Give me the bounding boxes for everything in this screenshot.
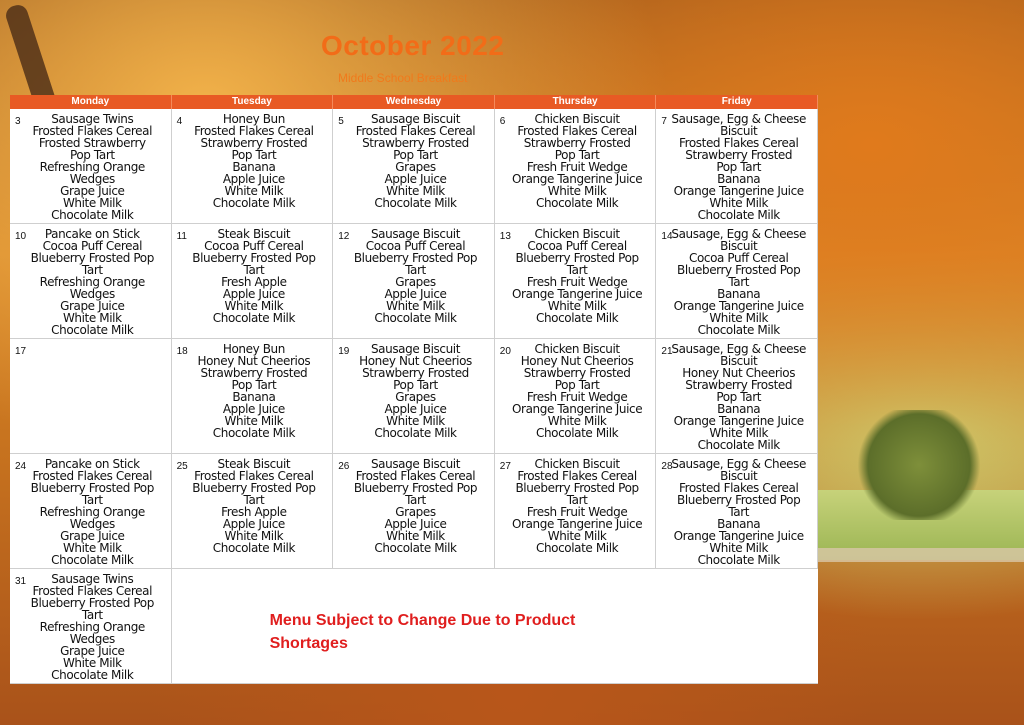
day-cell bbox=[333, 454, 495, 569]
menu-item-list bbox=[333, 228, 494, 324]
menu-item: Wedges bbox=[69, 172, 115, 186]
menu-item: Biscuit bbox=[720, 469, 758, 483]
menu-item: Wedges bbox=[69, 517, 115, 531]
menu-item: Banana bbox=[717, 402, 761, 416]
menu-item: White Milk bbox=[62, 656, 122, 670]
menu-item: Chicken Biscuit bbox=[534, 227, 620, 241]
day-cell bbox=[333, 109, 495, 224]
menu-item: Fresh Fruit Wedge bbox=[526, 160, 628, 174]
day-cell bbox=[656, 224, 818, 339]
menu-item: Strawberry Frosted bbox=[685, 148, 793, 162]
menu-item: Chocolate Milk bbox=[212, 426, 295, 440]
menu-item: Wedges bbox=[69, 632, 115, 646]
day-number: 11 bbox=[176, 231, 187, 242]
menu-item: Blueberry Frosted Pop bbox=[353, 481, 478, 495]
day-cell bbox=[10, 454, 172, 569]
menu-item: White Milk bbox=[386, 529, 445, 543]
menu-item: Pop Tart bbox=[231, 378, 277, 392]
header-monday: Monday bbox=[10, 95, 172, 109]
header-tuesday: Tuesday bbox=[172, 95, 334, 109]
menu-item: Strawberry Frosted bbox=[523, 366, 631, 380]
day-number: 20 bbox=[499, 346, 511, 357]
day-cell bbox=[495, 224, 657, 339]
menu-item: Blueberry Frosted Pop bbox=[30, 596, 154, 610]
notice-cell bbox=[172, 569, 818, 684]
menu-item-list bbox=[656, 228, 817, 336]
menu-item-list bbox=[10, 228, 171, 336]
day-cell bbox=[333, 224, 495, 339]
menu-item: Pop Tart bbox=[554, 148, 600, 162]
menu-item: Pop Tart bbox=[554, 378, 600, 392]
menu-item: White Milk bbox=[224, 184, 284, 198]
day-cell bbox=[656, 109, 818, 224]
day-number: 17 bbox=[15, 346, 27, 357]
menu-item: Chocolate Milk bbox=[697, 553, 780, 567]
menu-item: Grape Juice bbox=[60, 529, 125, 543]
day-cell bbox=[495, 109, 657, 224]
menu-item: Grapes bbox=[395, 275, 436, 289]
menu-item: White Milk bbox=[386, 299, 445, 313]
menu-item: Refreshing Orange bbox=[39, 620, 145, 634]
menu-item: Apple Juice bbox=[384, 172, 447, 186]
menu-item: Blueberry Frosted Pop bbox=[30, 251, 154, 265]
menu-item: Banana bbox=[717, 172, 761, 186]
menu-item: Sausage Biscuit bbox=[370, 457, 461, 471]
menu-item: Pop Tart bbox=[69, 148, 115, 162]
menu-change-notice: Menu Subject to Change Due to Product Shortages bbox=[269, 612, 576, 652]
menu-item: Banana bbox=[717, 287, 761, 301]
day-number: 31 bbox=[15, 576, 27, 587]
menu-item: Biscuit bbox=[720, 124, 758, 138]
menu-item: Blueberry Frosted Pop bbox=[515, 481, 639, 495]
menu-item-list bbox=[333, 343, 494, 439]
menu-calendar bbox=[10, 95, 818, 684]
menu-item: White Milk bbox=[709, 541, 769, 555]
menu-item: Chocolate Milk bbox=[535, 196, 619, 210]
menu-item: Apple Juice bbox=[222, 287, 285, 301]
day-number: 3 bbox=[15, 116, 21, 127]
menu-item: Refreshing Orange bbox=[39, 160, 145, 174]
day-number: 14 bbox=[661, 231, 673, 242]
menu-item: Strawberry Frosted bbox=[362, 136, 469, 150]
menu-item: Sausage Biscuit bbox=[370, 227, 461, 241]
menu-item: Fresh Fruit Wedge bbox=[526, 275, 628, 289]
menu-item: Chicken Biscuit bbox=[534, 112, 620, 126]
menu-item: White Milk bbox=[62, 311, 122, 325]
menu-item: Grape Juice bbox=[60, 644, 125, 658]
menu-item: Steak Biscuit bbox=[217, 457, 291, 471]
menu-item: Grape Juice bbox=[60, 184, 125, 198]
day-cell bbox=[10, 339, 172, 454]
background-tree bbox=[854, 410, 984, 520]
day-number: 7 bbox=[661, 116, 667, 127]
menu-item: Blueberry Frosted Pop bbox=[192, 481, 316, 495]
menu-item-list bbox=[172, 228, 333, 324]
menu-item: Cocoa Puff Cereal bbox=[688, 251, 789, 265]
day-number: 13 bbox=[499, 231, 511, 242]
menu-item-list bbox=[495, 458, 656, 554]
menu-item: Frosted Flakes Cereal bbox=[678, 136, 799, 150]
menu-item: Tart bbox=[728, 275, 750, 289]
day-number: 24 bbox=[15, 461, 27, 472]
menu-item: Pancake on Stick bbox=[44, 227, 140, 241]
menu-item: Chicken Biscuit bbox=[534, 342, 620, 356]
menu-item: White Milk bbox=[547, 529, 607, 543]
menu-item-list bbox=[10, 458, 171, 566]
menu-item: Tart bbox=[243, 263, 265, 277]
menu-item: Banana bbox=[232, 390, 276, 404]
menu-item: White Milk bbox=[224, 529, 284, 543]
menu-item: Blueberry Frosted Pop bbox=[30, 481, 154, 495]
menu-item: Chocolate Milk bbox=[51, 323, 134, 337]
menu-item: Grapes bbox=[395, 390, 436, 404]
menu-item: Orange Tangerine Juice bbox=[673, 184, 804, 198]
menu-item: Honey Nut Cheerios bbox=[682, 366, 796, 380]
menu-item: Chocolate Milk bbox=[535, 426, 619, 440]
menu-item: Chocolate Milk bbox=[697, 323, 780, 337]
menu-item: Frosted Flakes Cereal bbox=[678, 481, 799, 495]
menu-item: Frosted Strawberry bbox=[38, 136, 146, 150]
menu-item: Frosted Flakes Cereal bbox=[517, 469, 637, 483]
menu-item-list bbox=[172, 113, 333, 209]
menu-item: Chocolate Milk bbox=[51, 668, 134, 682]
menu-item: Chicken Biscuit bbox=[534, 457, 620, 471]
menu-item: Blueberry Frosted Pop bbox=[677, 263, 801, 277]
day-number: 10 bbox=[15, 231, 27, 242]
menu-item: Chocolate Milk bbox=[697, 208, 780, 222]
weekday-header bbox=[10, 95, 818, 109]
menu-item: White Milk bbox=[547, 299, 607, 313]
menu-item: Blueberry Frosted Pop bbox=[353, 251, 478, 265]
menu-item-list bbox=[172, 343, 333, 439]
menu-item: White Milk bbox=[62, 541, 122, 555]
menu-item: White Milk bbox=[386, 184, 445, 198]
menu-item-list bbox=[495, 228, 656, 324]
menu-item: Strawberry Frosted bbox=[685, 378, 793, 392]
menu-item-list bbox=[333, 458, 494, 554]
menu-item: Tart bbox=[81, 493, 103, 507]
page-subtitle: Middle School Breakfast bbox=[338, 71, 468, 85]
menu-item-list bbox=[656, 343, 817, 451]
menu-item: Sausage Twins bbox=[51, 572, 134, 586]
menu-item: Apple Juice bbox=[384, 402, 447, 416]
menu-item: Strawberry Frosted bbox=[200, 136, 308, 150]
menu-item: White Milk bbox=[224, 299, 284, 313]
menu-item-list bbox=[172, 458, 333, 554]
menu-item: Sausage Biscuit bbox=[370, 112, 461, 126]
menu-item: Orange Tangerine Juice bbox=[512, 172, 643, 186]
menu-item: Chocolate Milk bbox=[374, 426, 457, 440]
day-cell bbox=[495, 454, 657, 569]
menu-item: Chocolate Milk bbox=[374, 196, 457, 210]
menu-item: Pop Tart bbox=[393, 148, 438, 162]
menu-item: Blueberry Frosted Pop bbox=[677, 493, 801, 507]
menu-item-list bbox=[656, 113, 817, 221]
day-number: 19 bbox=[338, 346, 350, 357]
header-wednesday: Wednesday bbox=[333, 95, 495, 109]
page-title: October 2022 bbox=[321, 30, 505, 61]
menu-item: Sausage, Egg & Cheese bbox=[671, 342, 806, 356]
menu-item: Apple Juice bbox=[222, 517, 285, 531]
menu-item: Tart bbox=[405, 263, 426, 277]
menu-item: Pop Tart bbox=[716, 160, 762, 174]
menu-item: Chocolate Milk bbox=[374, 541, 457, 555]
menu-item: Banana bbox=[232, 160, 276, 174]
menu-item: Blueberry Frosted Pop bbox=[515, 251, 639, 265]
menu-item-list bbox=[10, 113, 171, 221]
day-number: 6 bbox=[499, 116, 506, 127]
menu-item-list bbox=[656, 458, 817, 566]
menu-item: Honey Nut Cheerios bbox=[520, 354, 634, 368]
menu-item: Strawberry Frosted bbox=[362, 366, 469, 380]
menu-item: Apple Juice bbox=[222, 172, 285, 186]
menu-item: Orange Tangerine Juice bbox=[512, 517, 643, 531]
day-number: 18 bbox=[176, 346, 188, 357]
menu-item: Fresh Apple bbox=[221, 275, 287, 289]
menu-item: Refreshing Orange bbox=[39, 275, 145, 289]
menu-item: Sausage, Egg & Cheese bbox=[671, 112, 806, 126]
menu-item: Chocolate Milk bbox=[51, 553, 134, 567]
day-number: 27 bbox=[499, 461, 511, 472]
menu-item: Cocoa Puff Cereal bbox=[365, 239, 466, 253]
menu-item: White Milk bbox=[709, 426, 769, 440]
menu-item: Pop Tart bbox=[393, 378, 438, 392]
menu-item: Frosted Flakes Cereal bbox=[517, 124, 637, 138]
menu-item: Frosted Flakes Cereal bbox=[355, 469, 476, 483]
day-number: 5 bbox=[338, 116, 344, 127]
menu-item: Chocolate Milk bbox=[212, 196, 295, 210]
menu-item: Honey Bun bbox=[222, 112, 285, 126]
menu-item: Pop Tart bbox=[231, 148, 277, 162]
menu-item: Orange Tangerine Juice bbox=[673, 414, 804, 428]
menu-item: Frosted Flakes Cereal bbox=[194, 469, 314, 483]
menu-item-list bbox=[495, 113, 656, 209]
day-cell bbox=[172, 339, 334, 454]
day-cell bbox=[172, 109, 334, 224]
day-number: 26 bbox=[338, 461, 350, 472]
menu-item: Chocolate Milk bbox=[212, 311, 295, 325]
menu-item: Fresh Fruit Wedge bbox=[526, 390, 628, 404]
menu-item: Sausage, Egg & Cheese bbox=[671, 457, 806, 471]
menu-item: Frosted Flakes Cereal bbox=[355, 124, 476, 138]
menu-item: White Milk bbox=[386, 414, 445, 428]
menu-item: Sausage Biscuit bbox=[370, 342, 461, 356]
background-path bbox=[818, 548, 1024, 562]
day-number: 28 bbox=[661, 461, 673, 472]
menu-item: Strawberry Frosted bbox=[523, 136, 631, 150]
menu-item: Pop Tart bbox=[716, 390, 762, 404]
menu-item: Grapes bbox=[395, 160, 436, 174]
menu-item: Banana bbox=[717, 517, 761, 531]
menu-item: Cocoa Puff Cereal bbox=[204, 239, 304, 253]
menu-item: Tart bbox=[728, 505, 750, 519]
menu-item: Orange Tangerine Juice bbox=[673, 529, 804, 543]
menu-item: Cocoa Puff Cereal bbox=[527, 239, 627, 253]
menu-item: Chocolate Milk bbox=[51, 208, 134, 222]
menu-item: Chocolate Milk bbox=[535, 311, 619, 325]
day-number: 4 bbox=[176, 116, 183, 127]
header-friday: Friday bbox=[656, 95, 818, 109]
menu-item: White Milk bbox=[709, 196, 769, 210]
menu-item: Tart bbox=[566, 493, 588, 507]
menu-item: Apple Juice bbox=[384, 287, 447, 301]
menu-item: Sausage, Egg & Cheese bbox=[671, 227, 806, 241]
menu-item: Blueberry Frosted Pop bbox=[192, 251, 316, 265]
menu-item: Chocolate Milk bbox=[535, 541, 619, 555]
menu-item: Strawberry Frosted bbox=[200, 366, 308, 380]
menu-item: Fresh Fruit Wedge bbox=[526, 505, 628, 519]
day-cell bbox=[10, 109, 172, 224]
menu-item: Frosted Flakes Cereal bbox=[32, 469, 153, 483]
menu-item: Honey Bun bbox=[222, 342, 285, 356]
menu-item: Refreshing Orange bbox=[39, 505, 145, 519]
menu-item: Grapes bbox=[395, 505, 436, 519]
menu-item: Fresh Apple bbox=[221, 505, 287, 519]
menu-item: Wedges bbox=[69, 287, 115, 301]
menu-item: White Milk bbox=[224, 414, 284, 428]
menu-item: Tart bbox=[81, 263, 103, 277]
menu-item: Tart bbox=[243, 493, 265, 507]
day-cell bbox=[172, 224, 334, 339]
menu-item: Orange Tangerine Juice bbox=[512, 402, 643, 416]
menu-item: White Milk bbox=[709, 311, 769, 325]
menu-item: Tart bbox=[566, 263, 588, 277]
menu-item: Pancake on Stick bbox=[44, 457, 140, 471]
menu-item-list bbox=[10, 573, 171, 681]
day-number: 25 bbox=[176, 461, 188, 472]
menu-item: White Milk bbox=[547, 414, 607, 428]
menu-item: Grape Juice bbox=[60, 299, 125, 313]
menu-item: Apple Juice bbox=[222, 402, 285, 416]
day-cell bbox=[333, 339, 495, 454]
menu-item: Frosted Flakes Cereal bbox=[194, 124, 314, 138]
day-cell bbox=[172, 454, 334, 569]
menu-item: Biscuit bbox=[720, 239, 758, 253]
menu-item: Cocoa Puff Cereal bbox=[42, 239, 143, 253]
menu-item: Honey Nut Cheerios bbox=[359, 354, 472, 368]
day-cell bbox=[656, 454, 818, 569]
day-number: 21 bbox=[661, 346, 673, 357]
menu-item: Tart bbox=[405, 493, 426, 507]
day-cell bbox=[495, 339, 657, 454]
menu-item: Chocolate Milk bbox=[374, 311, 457, 325]
menu-item: Tart bbox=[81, 608, 103, 622]
day-cell bbox=[10, 224, 172, 339]
menu-item: White Milk bbox=[62, 196, 122, 210]
menu-item: Biscuit bbox=[720, 354, 758, 368]
menu-item: Chocolate Milk bbox=[697, 438, 780, 452]
menu-item: White Milk bbox=[547, 184, 607, 198]
calendar-grid bbox=[10, 109, 818, 684]
header-thursday: Thursday bbox=[495, 95, 657, 109]
menu-item-list bbox=[495, 343, 656, 439]
menu-item: Orange Tangerine Juice bbox=[673, 299, 804, 313]
day-number: 12 bbox=[338, 231, 350, 242]
day-cell bbox=[10, 569, 172, 684]
menu-item: Apple Juice bbox=[384, 517, 447, 531]
menu-item-list bbox=[333, 113, 494, 209]
menu-item: Orange Tangerine Juice bbox=[512, 287, 643, 301]
menu-item: Frosted Flakes Cereal bbox=[32, 584, 153, 598]
day-cell bbox=[656, 339, 818, 454]
menu-item: Honey Nut Cheerios bbox=[197, 354, 311, 368]
menu-item: Steak Biscuit bbox=[217, 227, 291, 241]
menu-item: Sausage Twins bbox=[51, 112, 134, 126]
menu-item: Frosted Flakes Cereal bbox=[32, 124, 153, 138]
menu-item: Chocolate Milk bbox=[212, 541, 295, 555]
